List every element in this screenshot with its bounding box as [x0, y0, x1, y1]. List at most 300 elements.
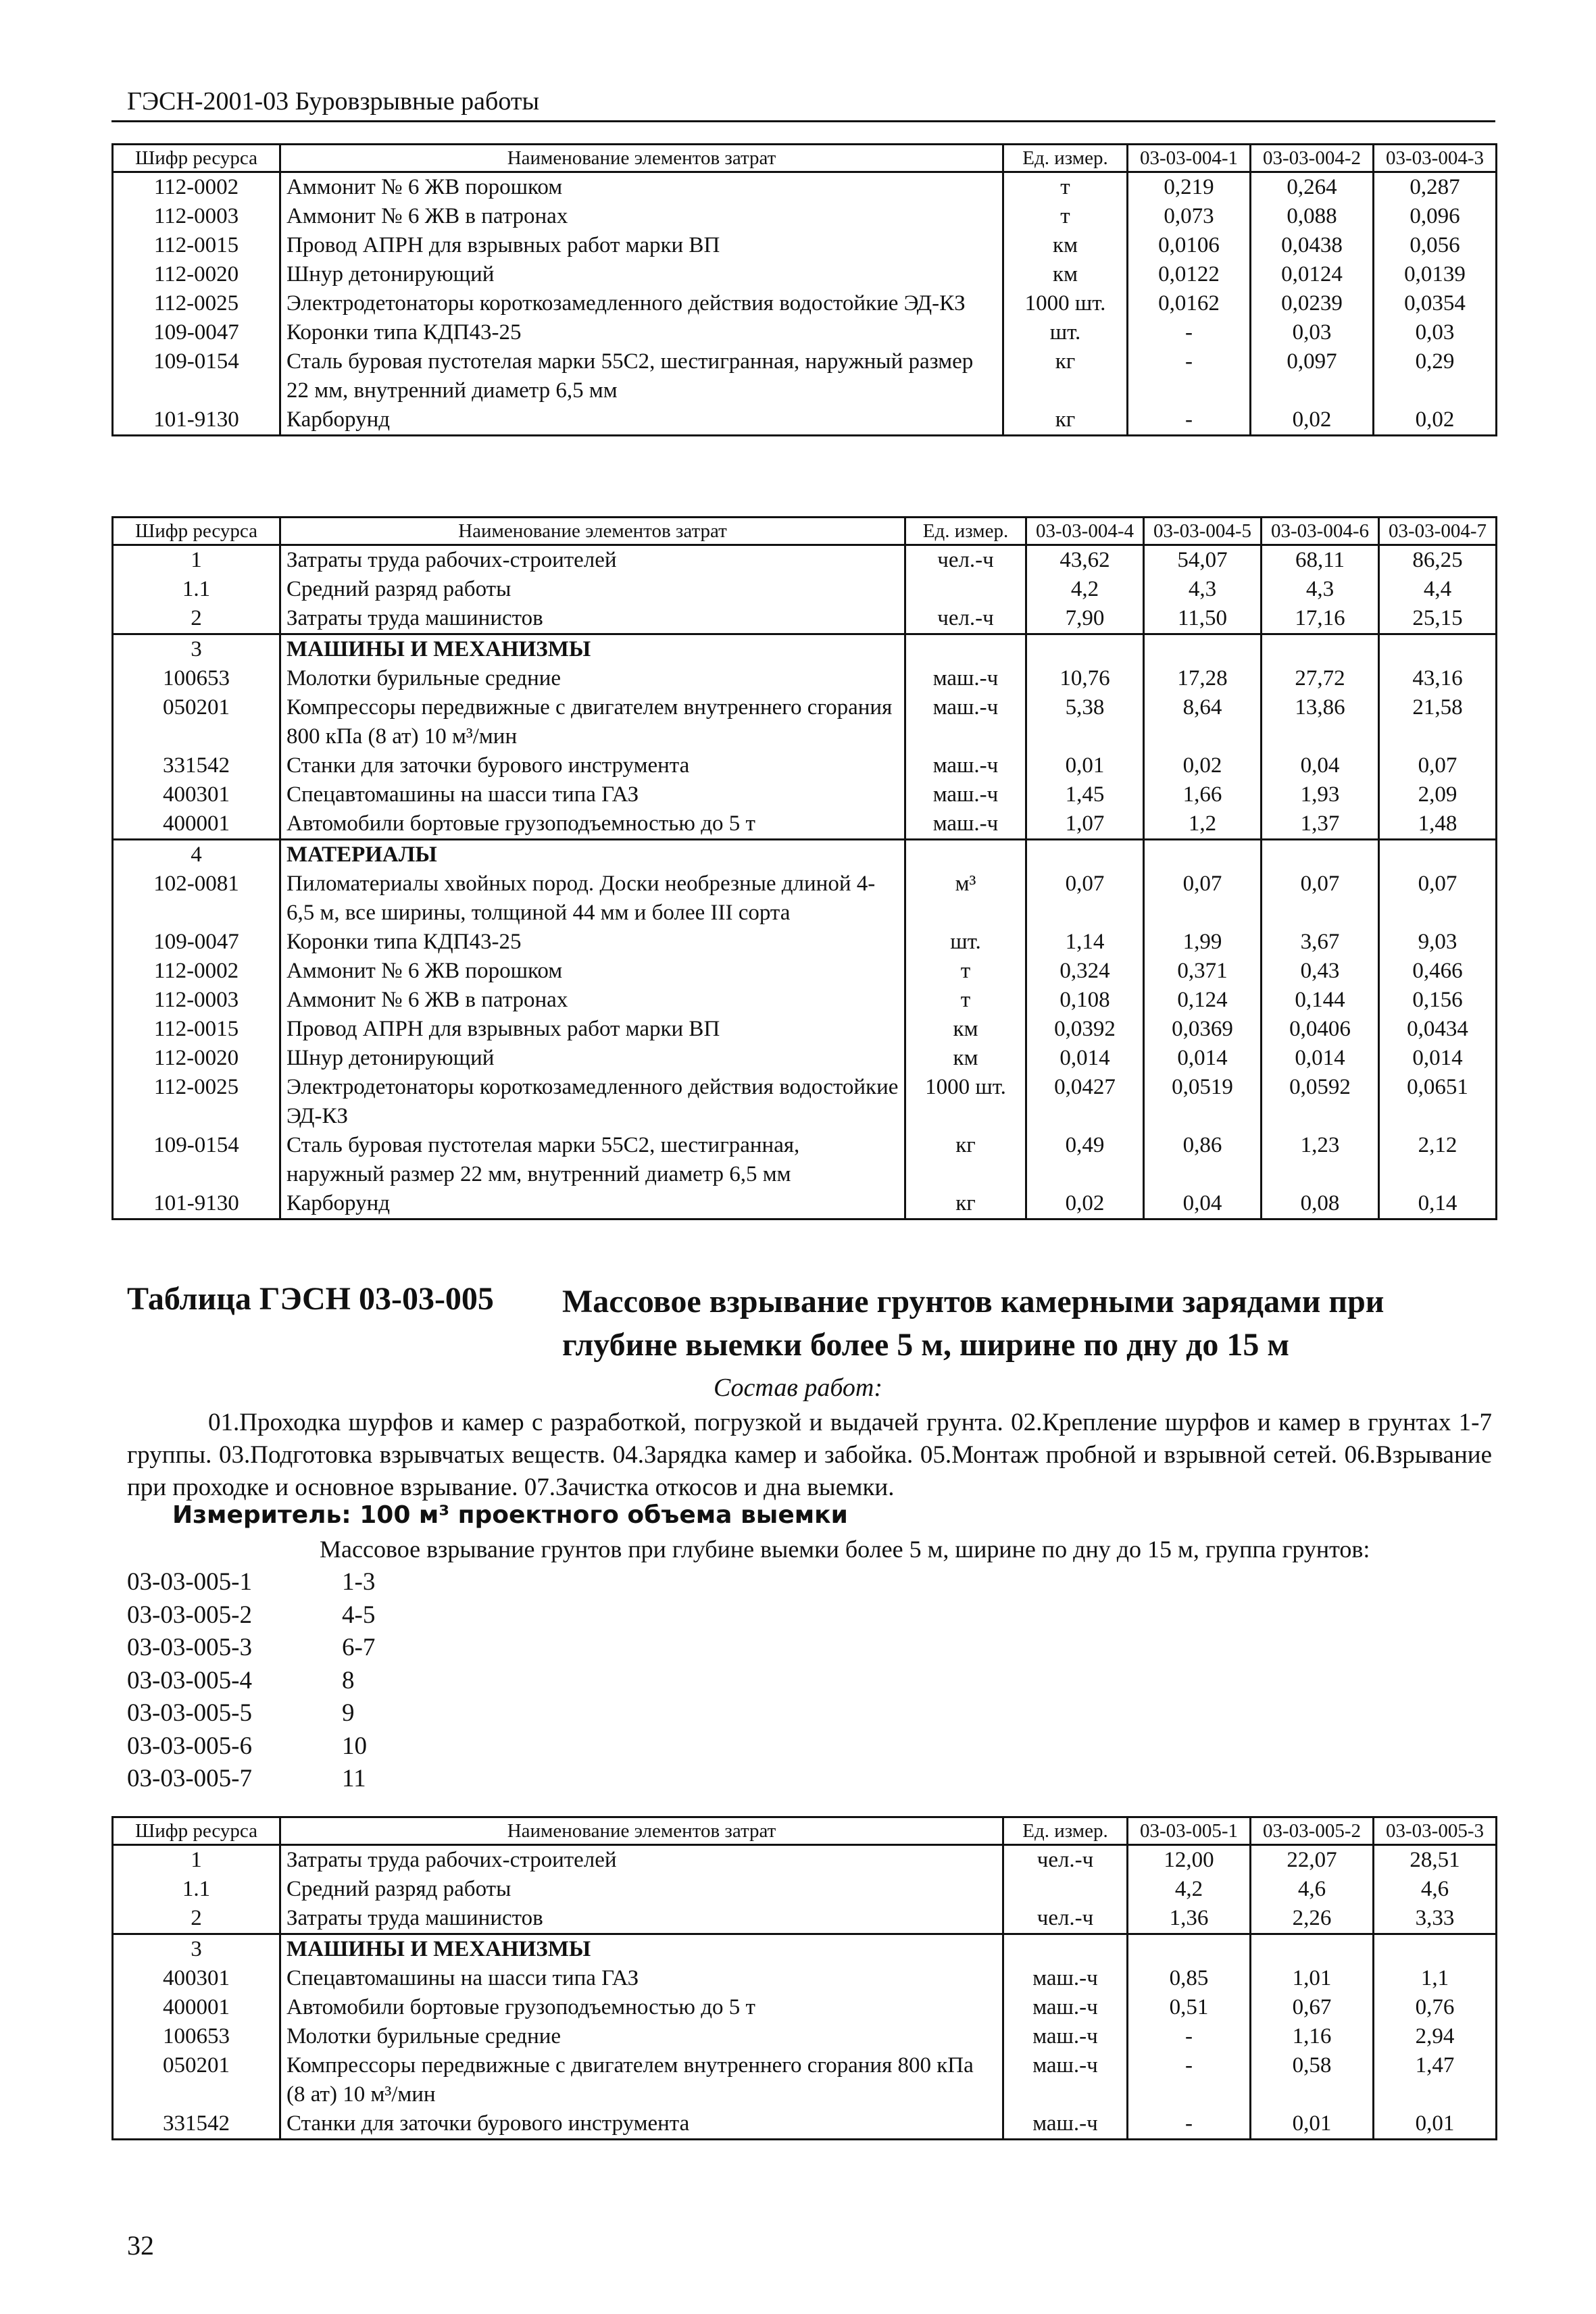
cell-name: Спецавтомашины на шасси типа ГАЗ — [280, 1964, 1003, 1993]
cell-code: 112-0003 — [113, 986, 280, 1015]
table-row — [113, 1189, 1497, 1219]
soil-group: 6-7 — [342, 1634, 376, 1661]
cell-code: 1.1 — [113, 575, 280, 604]
cell-value: 1,47 — [1374, 2051, 1497, 2109]
cell-unit: чел.-ч — [905, 604, 1026, 634]
cell-value: 68,11 — [1262, 545, 1379, 576]
cell-unit: кг — [905, 1131, 1026, 1189]
col-header-variant: 03-03-004-2 — [1251, 145, 1374, 172]
cell-unit — [905, 634, 1026, 665]
cell-value — [1144, 634, 1262, 665]
cell-name: Аммонит № 6 ЖВ в патронах — [280, 202, 1003, 231]
cell-value: 2,26 — [1251, 1904, 1374, 1934]
cell-name: Автомобили бортовые грузоподъемностью до 5 т — [280, 809, 905, 840]
col-header-code: Шифр ресурса — [113, 1817, 280, 1845]
list-item — [127, 1763, 375, 1796]
cell-value: 0,0427 — [1026, 1073, 1144, 1131]
table-row — [113, 289, 1497, 318]
cell-unit: т — [1003, 172, 1128, 203]
cell-value: 0,29 — [1374, 347, 1497, 405]
cell-value: 0,097 — [1251, 347, 1374, 405]
cell-code: 2 — [113, 1904, 280, 1934]
cell-name: Аммонит № 6 ЖВ порошком — [280, 172, 1003, 203]
section-title: МАШИНЫ И МЕХАНИЗМЫ — [280, 634, 905, 665]
cell-value: 0,264 — [1251, 172, 1374, 203]
table-row — [113, 202, 1497, 231]
col-header-name: Наименование элементов затрат — [280, 518, 905, 545]
cell-unit: маш.-ч — [905, 664, 1026, 693]
cell-value: 0,0106 — [1128, 231, 1251, 260]
cell-name: Средний разряд работы — [280, 575, 905, 604]
table-row — [113, 1845, 1497, 1876]
cell-unit — [1003, 1934, 1128, 1965]
cell-value: 0,0369 — [1144, 1015, 1262, 1044]
cell-code: 1 — [113, 545, 280, 576]
cell-value: 1,93 — [1262, 780, 1379, 809]
table-row — [113, 172, 1497, 203]
cell-value: 28,51 — [1374, 1845, 1497, 1876]
table-row — [113, 347, 1497, 405]
cell-value: 0,0392 — [1026, 1015, 1144, 1044]
table-row — [113, 809, 1497, 840]
cell-value: 0,371 — [1144, 957, 1262, 986]
col-header-code: Шифр ресурса — [113, 518, 280, 545]
cell-value — [1128, 1934, 1251, 1965]
cell-value — [1026, 634, 1144, 665]
cell-value: 0,07 — [1026, 870, 1144, 928]
section-row — [113, 840, 1497, 870]
col-header-unit: Ед. измер. — [1003, 1817, 1128, 1845]
cell-value: 5,38 — [1026, 693, 1144, 751]
table-row — [113, 1904, 1497, 1934]
cell-value: 0,073 — [1128, 202, 1251, 231]
cell-value: 0,0406 — [1262, 1015, 1379, 1044]
cell-unit: маш.-ч — [1003, 1993, 1128, 2022]
cell-code: 4 — [113, 840, 280, 870]
cell-value: - — [1128, 2109, 1251, 2140]
cell-code: 3 — [113, 634, 280, 665]
cell-name: Затраты труда машинистов — [280, 1904, 1003, 1934]
soil-group: 11 — [342, 1765, 366, 1792]
table-row — [113, 2022, 1497, 2051]
cell-name: Электродетонаторы короткозамедленного действия водостойкие ЭД-КЗ — [280, 289, 1003, 318]
cell-code: 331542 — [113, 2109, 280, 2140]
cell-value: 0,07 — [1379, 751, 1497, 780]
cell-unit: т — [1003, 202, 1128, 231]
col-header-name: Наименование элементов затрат — [280, 145, 1003, 172]
cell-value: 4,3 — [1144, 575, 1262, 604]
cell-code: 109-0154 — [113, 347, 280, 405]
cell-value: 3,33 — [1374, 1904, 1497, 1934]
cell-name: Затраты труда рабочих-строителей — [280, 545, 905, 576]
table-row — [113, 1044, 1497, 1073]
cell-value: 0,08 — [1262, 1189, 1379, 1219]
cell-value: 0,49 — [1026, 1131, 1144, 1189]
cell-value: 0,0124 — [1251, 260, 1374, 289]
cell-value: 4,2 — [1128, 1875, 1251, 1904]
cell-code: 112-0025 — [113, 289, 280, 318]
cell-unit: т — [905, 957, 1026, 986]
col-header-unit: Ед. измер. — [1003, 145, 1128, 172]
cell-value — [1026, 840, 1144, 870]
cell-value — [1379, 634, 1497, 665]
soil-group: 10 — [342, 1732, 367, 1760]
cell-unit: км — [905, 1044, 1026, 1073]
cell-value: 0,58 — [1251, 2051, 1374, 2109]
cell-name: Провод АПРН для взрывных работ марки ВП — [280, 231, 1003, 260]
cell-name: Шнур детонирующий — [280, 260, 1003, 289]
cell-value: 12,00 — [1128, 1845, 1251, 1876]
list-item — [127, 1632, 375, 1665]
cell-value: 0,466 — [1379, 957, 1497, 986]
cell-value: 0,01 — [1251, 2109, 1374, 2140]
col-header-variant: 03-03-005-1 — [1128, 1817, 1251, 1845]
cell-value: 0,0438 — [1251, 231, 1374, 260]
table-row — [113, 780, 1497, 809]
col-header-variant: 03-03-004-3 — [1374, 145, 1497, 172]
cell-value: 0,04 — [1144, 1189, 1262, 1219]
cell-value: 4,4 — [1379, 575, 1497, 604]
cell-value: 0,0651 — [1379, 1073, 1497, 1131]
cell-unit: км — [1003, 260, 1128, 289]
cell-code: 112-0025 — [113, 1073, 280, 1131]
cell-code: 400001 — [113, 809, 280, 840]
table-row — [113, 2109, 1497, 2140]
cell-code: 400001 — [113, 1993, 280, 2022]
cell-value: 0,096 — [1374, 202, 1497, 231]
cell-name: Затраты труда машинистов — [280, 604, 905, 634]
variant-code: 03-03-005-5 — [127, 1699, 252, 1727]
cell-value: 0,144 — [1262, 986, 1379, 1015]
page-number: 32 — [127, 2230, 154, 2261]
table-header-row — [113, 145, 1497, 172]
cell-value: 0,287 — [1374, 172, 1497, 203]
cell-value: 0,01 — [1026, 751, 1144, 780]
cell-name: Провод АПРН для взрывных работ марки ВП — [280, 1015, 905, 1044]
cell-value — [1144, 840, 1262, 870]
cell-unit: маш.-ч — [1003, 2109, 1128, 2140]
cell-value: 54,07 — [1144, 545, 1262, 576]
cell-name: Компрессоры передвижные с двигателем внутреннего сгорания 800 кПа (8 ат) 10 м³/мин — [280, 2051, 1003, 2109]
table-header-row — [113, 1817, 1497, 1845]
cell-value: 0,0434 — [1379, 1015, 1497, 1044]
cell-value: 2,09 — [1379, 780, 1497, 809]
cell-unit — [905, 575, 1026, 604]
cell-name: Аммонит № 6 ЖВ в патронах — [280, 986, 905, 1015]
cell-value: 1,66 — [1144, 780, 1262, 809]
cell-value: 0,014 — [1144, 1044, 1262, 1073]
cell-value: 4,3 — [1262, 575, 1379, 604]
col-header-variant: 03-03-004-5 — [1144, 518, 1262, 545]
cell-unit: маш.-ч — [905, 751, 1026, 780]
table-row — [113, 405, 1497, 436]
cell-value: 1,14 — [1026, 928, 1144, 957]
table-row — [113, 318, 1497, 347]
cell-code: 331542 — [113, 751, 280, 780]
table-row — [113, 1964, 1497, 1993]
table-row — [113, 928, 1497, 957]
resource-table-004-4-7 — [111, 516, 1497, 1220]
cell-value: 8,64 — [1144, 693, 1262, 751]
cell-unit: маш.-ч — [1003, 1964, 1128, 1993]
cell-unit: маш.-ч — [905, 809, 1026, 840]
soil-group: 1-3 — [342, 1568, 376, 1596]
cell-code: 2 — [113, 604, 280, 634]
table-row — [113, 693, 1497, 751]
cell-value: 0,056 — [1374, 231, 1497, 260]
table-row — [113, 870, 1497, 928]
col-header-unit: Ед. измер. — [905, 518, 1026, 545]
variant-list — [127, 1566, 375, 1796]
cell-unit: кг — [905, 1189, 1026, 1219]
cell-value: 0,0354 — [1374, 289, 1497, 318]
works-description: 01.Проходка шурфов и камер с разработкой, погрузкой и выдачей грунта. 02.Крепление шурфов и камер в грунтах 1-7 группы. 03.Подготовка взрывчатых веществ. 04.Зарядка камер и забойка. 05.Монтаж пробной и взрывной сетей. 06.Взрывание при проходке и основное взрывание. 07.Зачистка откосов и дна выемки. — [127, 1409, 1492, 1501]
cell-value: 0,014 — [1262, 1044, 1379, 1073]
cell-value: 27,72 — [1262, 664, 1379, 693]
cell-code: 112-0003 — [113, 202, 280, 231]
cell-code: 102-0081 — [113, 870, 280, 928]
variant-code: 03-03-005-2 — [127, 1601, 252, 1629]
composition-label: Состав работ: — [713, 1374, 883, 1402]
table-title-heading: Массовое взрывание грунтов камерными зарядами при глубине выемки более 5 м, ширине по дну до 15 м — [562, 1284, 1385, 1363]
variant-code: 03-03-005-3 — [127, 1634, 252, 1661]
cell-value: 0,219 — [1128, 172, 1251, 203]
cell-value: 4,6 — [1374, 1875, 1497, 1904]
table-row — [113, 1073, 1497, 1131]
cell-value: 2,12 — [1379, 1131, 1497, 1189]
table-row — [113, 231, 1497, 260]
cell-value: 0,0122 — [1128, 260, 1251, 289]
table-row — [113, 957, 1497, 986]
cell-name: Молотки бурильные средние — [280, 2022, 1003, 2051]
cell-name: Затраты труда рабочих-строителей — [280, 1845, 1003, 1876]
cell-value: 0,07 — [1144, 870, 1262, 928]
list-item — [127, 1599, 375, 1632]
variant-code: 03-03-005-6 — [127, 1732, 252, 1760]
cell-value: 21,58 — [1379, 693, 1497, 751]
cell-value: 1,1 — [1374, 1964, 1497, 1993]
cell-name: Шнур детонирующий — [280, 1044, 905, 1073]
variant-code: 03-03-005-7 — [127, 1765, 252, 1792]
cell-name: Молотки бурильные средние — [280, 664, 905, 693]
cell-unit: шт. — [905, 928, 1026, 957]
cell-unit: км — [905, 1015, 1026, 1044]
cell-code: 3 — [113, 1934, 280, 1965]
cell-value: 0,0592 — [1262, 1073, 1379, 1131]
cell-value: - — [1128, 2051, 1251, 2109]
cell-value: 0,51 — [1128, 1993, 1251, 2022]
col-header-variant: 03-03-004-1 — [1128, 145, 1251, 172]
col-header-variant: 03-03-005-3 — [1374, 1817, 1497, 1845]
cell-unit: маш.-ч — [905, 693, 1026, 751]
variant-code: 03-03-005-4 — [127, 1666, 252, 1694]
cell-code: 109-0047 — [113, 928, 280, 957]
cell-value: 0,124 — [1144, 986, 1262, 1015]
col-header-code: Шифр ресурса — [113, 145, 280, 172]
soil-group: 9 — [342, 1699, 355, 1727]
cell-value: 1,23 — [1262, 1131, 1379, 1189]
table-row — [113, 664, 1497, 693]
cell-code: 112-0015 — [113, 1015, 280, 1044]
cell-code: 100653 — [113, 664, 280, 693]
cell-code: 112-0002 — [113, 957, 280, 986]
cell-unit: маш.-ч — [905, 780, 1026, 809]
cell-value: 17,28 — [1144, 664, 1262, 693]
cell-value: 3,67 — [1262, 928, 1379, 957]
table-row — [113, 1875, 1497, 1904]
soil-group: 8 — [342, 1666, 355, 1694]
table-code-heading: Таблица ГЭСН 03-03-005 — [127, 1281, 494, 1317]
cell-code: 109-0047 — [113, 318, 280, 347]
cell-value: 0,43 — [1262, 957, 1379, 986]
cell-name: Коронки типа КДП43-25 — [280, 318, 1003, 347]
section-row — [113, 634, 1497, 665]
table-row — [113, 1993, 1497, 2022]
table-row — [113, 1131, 1497, 1189]
cell-name: Сталь буровая пустотелая марки 55С2, шестигранная, наружный размер 22 мм, внутренний диаметр 6,5 мм — [280, 1131, 905, 1189]
cell-name: Аммонит № 6 ЖВ порошком — [280, 957, 905, 986]
cell-value: 1,48 — [1379, 809, 1497, 840]
table-row — [113, 751, 1497, 780]
variant-intro: Массовое взрывание грунтов при глубине выемки более 5 м, ширине по дну до 15 м, группа грунтов: — [320, 1536, 1370, 1563]
cell-unit: кг — [1003, 405, 1128, 436]
list-item — [127, 1697, 375, 1730]
variant-code: 03-03-005-1 — [127, 1568, 252, 1596]
cell-value: 1,07 — [1026, 809, 1144, 840]
cell-code: 1 — [113, 1845, 280, 1876]
cell-value: 0,02 — [1026, 1189, 1144, 1219]
cell-unit: маш.-ч — [1003, 2022, 1128, 2051]
cell-code: 101-9130 — [113, 1189, 280, 1219]
cell-value: 0,0139 — [1374, 260, 1497, 289]
cell-unit: шт. — [1003, 318, 1128, 347]
cell-code: 100653 — [113, 2022, 280, 2051]
cell-value: 0,85 — [1128, 1964, 1251, 1993]
list-item — [127, 1665, 375, 1698]
cell-value: - — [1128, 347, 1251, 405]
cell-code: 050201 — [113, 693, 280, 751]
cell-value: 0,0239 — [1251, 289, 1374, 318]
running-title: ГЭСН-2001-03 Буровзрывные работы — [127, 87, 540, 116]
cell-code: 112-0002 — [113, 172, 280, 203]
cell-value: 0,04 — [1262, 751, 1379, 780]
cell-value: 0,03 — [1374, 318, 1497, 347]
cell-value: 0,324 — [1026, 957, 1144, 986]
cell-value: 1,16 — [1251, 2022, 1374, 2051]
cell-value: 0,014 — [1026, 1044, 1144, 1073]
resource-table-005 — [111, 1816, 1497, 2140]
cell-value: 43,62 — [1026, 545, 1144, 576]
cell-unit: 1000 шт. — [905, 1073, 1026, 1131]
section-row — [113, 1934, 1497, 1965]
cell-value: 1,2 — [1144, 809, 1262, 840]
cell-unit: км — [1003, 231, 1128, 260]
col-header-variant: 03-03-004-7 — [1379, 518, 1497, 545]
cell-value: 22,07 — [1251, 1845, 1374, 1876]
table-row — [113, 1015, 1497, 1044]
cell-unit: чел.-ч — [905, 545, 1026, 576]
cell-code: 050201 — [113, 2051, 280, 2109]
table-row — [113, 986, 1497, 1015]
cell-value: 1,36 — [1128, 1904, 1251, 1934]
cell-unit: м³ — [905, 870, 1026, 928]
cell-code: 400301 — [113, 1964, 280, 1993]
cell-unit: 1000 шт. — [1003, 289, 1128, 318]
cell-name: Карборунд — [280, 1189, 905, 1219]
cell-value — [1251, 1934, 1374, 1965]
cell-value: 17,16 — [1262, 604, 1379, 634]
cell-value: 0,03 — [1251, 318, 1374, 347]
cell-value: 0,07 — [1262, 870, 1379, 928]
cell-value: 1,37 — [1262, 809, 1379, 840]
col-header-variant: 03-03-004-4 — [1026, 518, 1144, 545]
list-item — [127, 1730, 375, 1763]
cell-value: 0,67 — [1251, 1993, 1374, 2022]
cell-value: 0,02 — [1251, 405, 1374, 436]
cell-name: Карборунд — [280, 405, 1003, 436]
cell-value: 0,07 — [1379, 870, 1497, 928]
cell-value: 43,16 — [1379, 664, 1497, 693]
cell-value: 1,01 — [1251, 1964, 1374, 1993]
cell-value — [1262, 840, 1379, 870]
cell-value: 4,6 — [1251, 1875, 1374, 1904]
cell-code: 112-0020 — [113, 1044, 280, 1073]
cell-name: Автомобили бортовые грузоподъемностью до 5 т — [280, 1993, 1003, 2022]
cell-value: 0,108 — [1026, 986, 1144, 1015]
cell-name: Средний разряд работы — [280, 1875, 1003, 1904]
cell-unit: чел.-ч — [1003, 1904, 1128, 1934]
cell-value: 0,0519 — [1144, 1073, 1262, 1131]
col-header-variant: 03-03-005-2 — [1251, 1817, 1374, 1845]
col-header-name: Наименование элементов затрат — [280, 1817, 1003, 1845]
cell-value: 4,2 — [1026, 575, 1144, 604]
cell-value: 0,76 — [1374, 1993, 1497, 2022]
cell-unit: чел.-ч — [1003, 1845, 1128, 1876]
cell-code: 1.1 — [113, 1875, 280, 1904]
resource-table-004-1-3 — [111, 143, 1497, 436]
cell-unit: кг — [1003, 347, 1128, 405]
cell-value: - — [1128, 318, 1251, 347]
cell-value: - — [1128, 405, 1251, 436]
cell-value: 7,90 — [1026, 604, 1144, 634]
soil-group: 4-5 — [342, 1601, 376, 1629]
cell-name: Коронки типа КДП43-25 — [280, 928, 905, 957]
cell-name: Сталь буровая пустотелая марки 55С2, шестигранная, наружный размер 22 мм, внутренний диаметр 6,5 мм — [280, 347, 1003, 405]
cell-value: 0,0162 — [1128, 289, 1251, 318]
cell-value: 10,76 — [1026, 664, 1144, 693]
measure-unit: Измеритель: 100 м³ проектного объема выемки — [172, 1501, 848, 1529]
cell-unit: т — [905, 986, 1026, 1015]
cell-name: Станки для заточки бурового инструмента — [280, 2109, 1003, 2140]
cell-value: 13,86 — [1262, 693, 1379, 751]
cell-value: 0,02 — [1374, 405, 1497, 436]
table-header-row — [113, 518, 1497, 545]
cell-unit — [905, 840, 1026, 870]
cell-name: Пиломатериалы хвойных пород. Доски необрезные длиной 4-6,5 м, все ширины, толщиной 44 мм и более III сорта — [280, 870, 905, 928]
cell-value: 86,25 — [1379, 545, 1497, 576]
cell-value: 0,86 — [1144, 1131, 1262, 1189]
cell-value: 11,50 — [1144, 604, 1262, 634]
cell-value: 1,99 — [1144, 928, 1262, 957]
cell-value: 25,15 — [1379, 604, 1497, 634]
cell-code: 400301 — [113, 780, 280, 809]
list-item — [127, 1566, 375, 1599]
table-row — [113, 2051, 1497, 2109]
cell-value: 9,03 — [1379, 928, 1497, 957]
cell-value: - — [1128, 2022, 1251, 2051]
col-header-variant: 03-03-004-6 — [1262, 518, 1379, 545]
cell-value: 0,014 — [1379, 1044, 1497, 1073]
